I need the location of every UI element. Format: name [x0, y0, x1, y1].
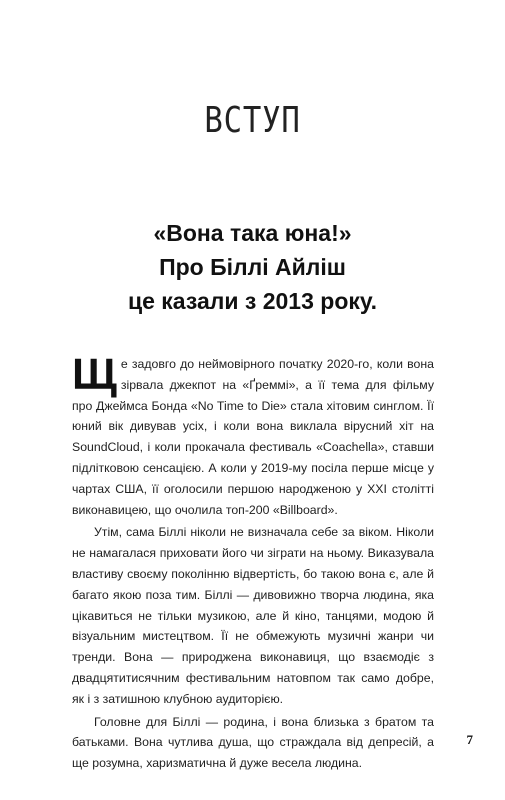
- heading-line: «Вона така юна!»: [153, 220, 352, 246]
- paragraph: Утім, сама Біллі ніколи не визначала себе за віком. Ніколи не намагалася приховати його чи зіграти на ньому. Виказувала властиву своєму поколінню відвертість, бо такою вона є, але й багато якою поза тим. Біллі — дивовижно творча людина, яка цікавиться не тільки музикою, але й кіно, танцями, модою й візуальним мистецтвом. Її не обмежують музичні жанри чи тренди. Вона — природжена виконавиця, що взаємодіє з двадцятитисячним фестивальним натовпом так само добре, як і з затишною клубною аудиторією.: [72, 525, 434, 706]
- heading-line: це казали з 2013 року.: [127, 288, 378, 314]
- chapter-heading: [60, 216, 445, 318]
- drop-cap: Щ: [72, 350, 117, 399]
- paragraph: [72, 350, 434, 520]
- chapter-title: ВСТУП: [204, 100, 301, 141]
- heading-line: Про Біллі Айліш: [159, 254, 346, 280]
- page-number: 7: [466, 732, 473, 747]
- body-text: [72, 350, 434, 774]
- paragraph-text: е задовго до неймовірного початку 2020-го, коли вона зірвала джекпот на «Ґреммі», а її тема для фільму про Джеймса Бонда «No Time to Die» стала хітовим синглом. Її юний вік дивував усіх, і коли вона виклала вірусний хіт на SoundCloud, і коли прокачала фестиваль «Coachella», ставши підлітковою сенсацією. А коли у 2019-му посіла перше місце у чартах США, її оголосили першою народженою у XXI столітті виконавицею, що очолила топ-200 «Billboard».: [72, 357, 434, 517]
- paragraph: Головне для Біллі — родина, і вона близька з братом та батьками. Вона чутлива душа, що страждала від депресій, а ще розумна, харизматична й дуже весела людина.: [72, 714, 434, 771]
